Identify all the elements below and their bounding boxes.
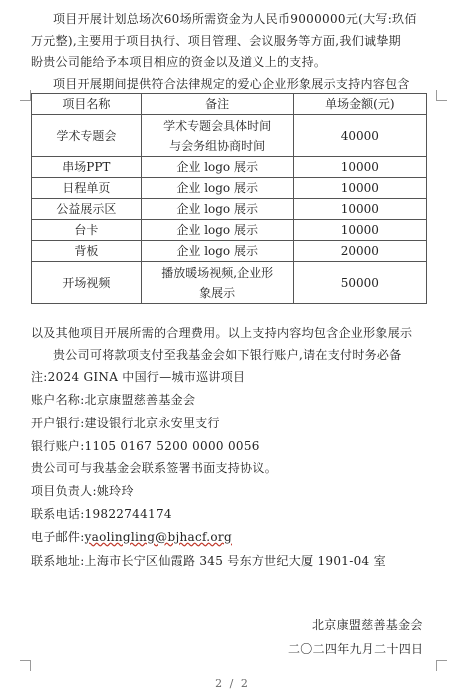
table-cell-item: 日程单页 — [32, 178, 142, 199]
support-table — [31, 93, 427, 304]
table-cell-amount: 40000 — [293, 115, 426, 157]
contact-person: 项目负责人:姚玲玲 — [31, 484, 134, 498]
contact-email — [31, 529, 232, 545]
account-name: 账户名称:北京康盟慈善基金会 — [31, 393, 196, 407]
table-header-item: 项目名称 — [32, 94, 142, 115]
agreement-note: 贵公司可与我基金会联系签署书面支持协议。 — [31, 461, 278, 475]
bank-account: 银行账户:1105 0167 5200 0000 0056 — [31, 439, 260, 453]
table-row — [32, 157, 427, 178]
table-cell-note: 企业 logo 展示 — [141, 178, 293, 199]
contact-phone: 联系电话:19822744174 — [31, 507, 172, 521]
table-cell-amount: 10000 — [293, 157, 426, 178]
paragraph-1-line-1: 项目开展计划总场次60场所需资金为人民币9000000元(大写:玖佰 — [53, 12, 417, 26]
paragraph-3: 以及其他项目开展所需的合理费用。以上支持内容均包含企业形象展示 — [31, 326, 413, 340]
crop-mark-top-left — [20, 90, 31, 101]
table-row — [32, 262, 427, 304]
table-cell-note: 企业 logo 展示 — [141, 220, 293, 241]
table-cell-note-line: 播放暖场视频,企业形 — [161, 265, 274, 280]
paragraph-1-line-2: 万元整),主要用于项目执行、项目管理、会议服务等方面,我们诚挚期 — [31, 34, 401, 48]
table-cell-note: 企业 logo 展示 — [141, 199, 293, 220]
contact-address: 联系地址:上海市长宁区仙霞路 345 号东方世纪大厦 1901-04 室 — [31, 554, 386, 568]
table-cell-note: 企业 logo 展示 — [141, 157, 293, 178]
table-cell-item: 开场视频 — [32, 262, 142, 304]
page-number: 2 / 2 — [215, 677, 250, 690]
signature-date: 二〇二四年九月二十四日 — [288, 642, 424, 656]
table-cell-item: 背板 — [32, 241, 142, 262]
table-cell-amount: 10000 — [293, 220, 426, 241]
table-row — [32, 220, 427, 241]
table-row — [32, 115, 427, 157]
signature-organization: 北京康盟慈善基金会 — [312, 618, 423, 632]
table-cell-amount: 20000 — [293, 241, 426, 262]
table-cell-item: 台卡 — [32, 220, 142, 241]
table-header-amount: 单场金额(元) — [293, 94, 426, 115]
paragraph-1-line-3: 盼贵公司能给予本项目相应的资金以及道义上的支持。 — [31, 55, 327, 69]
table-cell-amount: 10000 — [293, 178, 426, 199]
crop-mark-bottom-left — [20, 660, 31, 671]
table-row — [32, 199, 427, 220]
table-cell-note — [141, 115, 293, 157]
table-cell-note-line: 与会务组协商时间 — [169, 138, 266, 153]
email-link[interactable]: yaolingling@bjhacf.org — [84, 530, 232, 544]
contact-email-label: 电子邮件: — [31, 530, 85, 544]
paragraph-4-line-1: 贵公司可将款项支付至我基金会如下银行账户,请在支付时务必备 — [53, 348, 402, 362]
crop-mark-top-right — [436, 90, 447, 101]
table-cell-amount: 10000 — [293, 199, 426, 220]
paragraph-2-line-1: 项目开展期间提供符合法律规定的爱心企业形象展示支持内容包含 — [53, 77, 410, 91]
crop-mark-bottom-right — [436, 660, 447, 671]
table-row — [32, 178, 427, 199]
table-cell-item: 串场PPT — [32, 157, 142, 178]
table-cell-amount: 50000 — [293, 262, 426, 304]
table-cell-item: 学术专题会 — [32, 115, 142, 157]
paragraph-4-line-2: 注:2024 GINA 中国行—城市巡讲项目 — [31, 370, 246, 384]
table-cell-item: 公益展示区 — [32, 199, 142, 220]
table-cell-note: 企业 logo 展示 — [141, 241, 293, 262]
table-cell-note-line: 象展示 — [199, 285, 236, 300]
table-header-row — [32, 94, 427, 115]
table-row — [32, 241, 427, 262]
table-cell-note — [141, 262, 293, 304]
table-cell-note-line: 学术专题会具体时间 — [163, 118, 272, 133]
bank-name: 开户银行:建设银行北京永安里支行 — [31, 416, 220, 430]
table-header-note: 备注 — [141, 94, 293, 115]
